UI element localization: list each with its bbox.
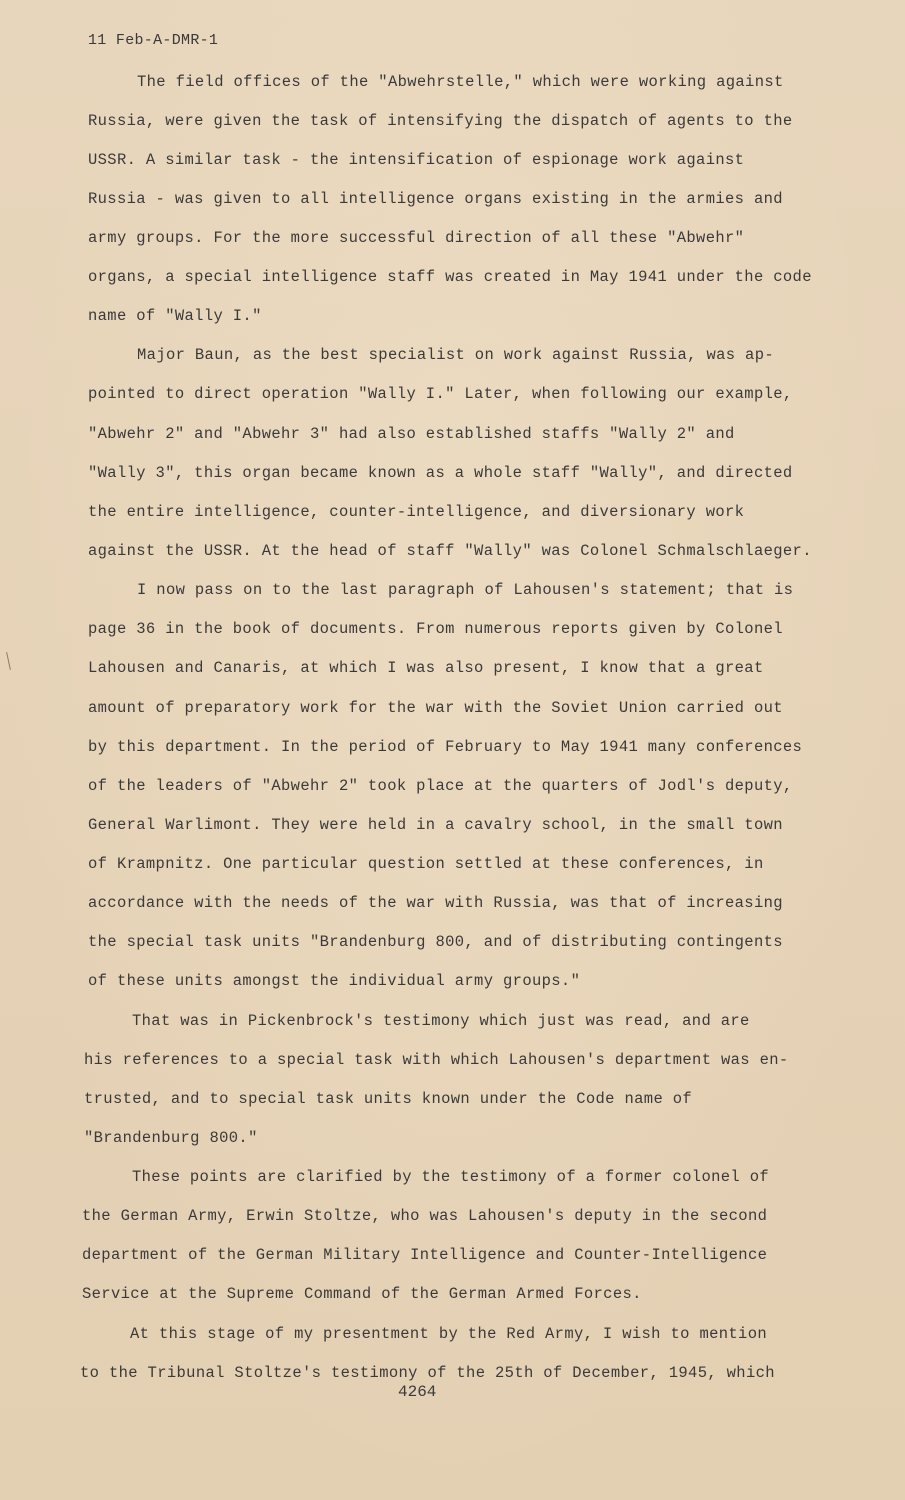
text-line: That was in Pickenbrock's testimony which just was read, and are <box>132 1012 750 1030</box>
text-line: Service at the Supreme Command of the German Armed Forces. <box>82 1285 642 1303</box>
text-line: of these units amongst the individual army groups." <box>88 972 581 990</box>
text-line: Lahousen and Canaris, at which I was also present, I know that a great <box>88 659 764 677</box>
text-line: USSR. A similar task - the intensification of espionage work against <box>88 151 745 169</box>
text-line: trusted, and to special task units known under the Code name of <box>84 1090 693 1108</box>
page-number: 4264 <box>398 1383 437 1401</box>
text-line: Russia, were given the task of intensifying the dispatch of agents to the <box>88 112 793 130</box>
text-line: department of the German Military Intelligence and Counter-Intelligence <box>82 1246 768 1264</box>
text-line: The field offices of the "Abwehrstelle," which were working against <box>137 73 784 91</box>
text-line: At this stage of my presentment by the Red Army, I wish to mention <box>130 1325 767 1343</box>
text-line: the entire intelligence, counter-intelligence, and diversionary work <box>88 503 745 521</box>
text-line: pointed to direct operation "Wally I." Later, when following our example, <box>88 385 793 403</box>
text-line: army groups. For the more successful direction of all these "Abwehr" <box>88 229 745 247</box>
text-line: amount of preparatory work for the war with the Soviet Union carried out <box>88 699 783 717</box>
text-line: These points are clarified by the testimony of a former colonel of <box>132 1168 769 1186</box>
text-line: of Krampnitz. One particular question settled at these conferences, in <box>88 855 764 873</box>
text-line: accordance with the needs of the war with Russia, was that of increasing <box>88 894 783 912</box>
text-line: by this department. In the period of February to May 1941 many conferences <box>88 738 803 756</box>
text-line: "Wally 3", this organ became known as a whole staff "Wally", and directed <box>88 464 793 482</box>
text-line: name of "Wally I." <box>88 307 262 325</box>
text-line: of the leaders of "Abwehr 2" took place at the quarters of Jodl's deputy, <box>88 777 793 795</box>
text-line: the special task units "Brandenburg 800, and of distributing contingents <box>88 933 783 951</box>
text-line: I now pass on to the last paragraph of Lahousen's statement; that is <box>137 581 794 599</box>
text-line: organs, a special intelligence staff was created in May 1941 under the code <box>88 268 812 286</box>
margin-mark <box>6 652 11 670</box>
text-line: his references to a special task with which Lahousen's department was en- <box>84 1051 789 1069</box>
text-line: to the Tribunal Stoltze's testimony of the 25th of December, 1945, which <box>80 1364 775 1382</box>
text-line: Russia - was given to all intelligence organs existing in the armies and <box>88 190 783 208</box>
text-line: "Abwehr 2" and "Abwehr 3" had also established staffs "Wally 2" and <box>88 425 735 443</box>
document-header: 11 Feb-A-DMR-1 <box>88 32 219 49</box>
text-line: Major Baun, as the best specialist on work against Russia, was ap- <box>137 346 774 364</box>
text-line: the German Army, Erwin Stoltze, who was Lahousen's deputy in the second <box>82 1207 768 1225</box>
text-line: "Brandenburg 800." <box>84 1129 258 1147</box>
text-line: General Warlimont. They were held in a cavalry school, in the small town <box>88 816 783 834</box>
text-line: page 36 in the book of documents. From numerous reports given by Colonel <box>88 620 783 638</box>
text-line: against the USSR. At the head of staff "Wally" was Colonel Schmalschlaeger. <box>88 542 812 560</box>
